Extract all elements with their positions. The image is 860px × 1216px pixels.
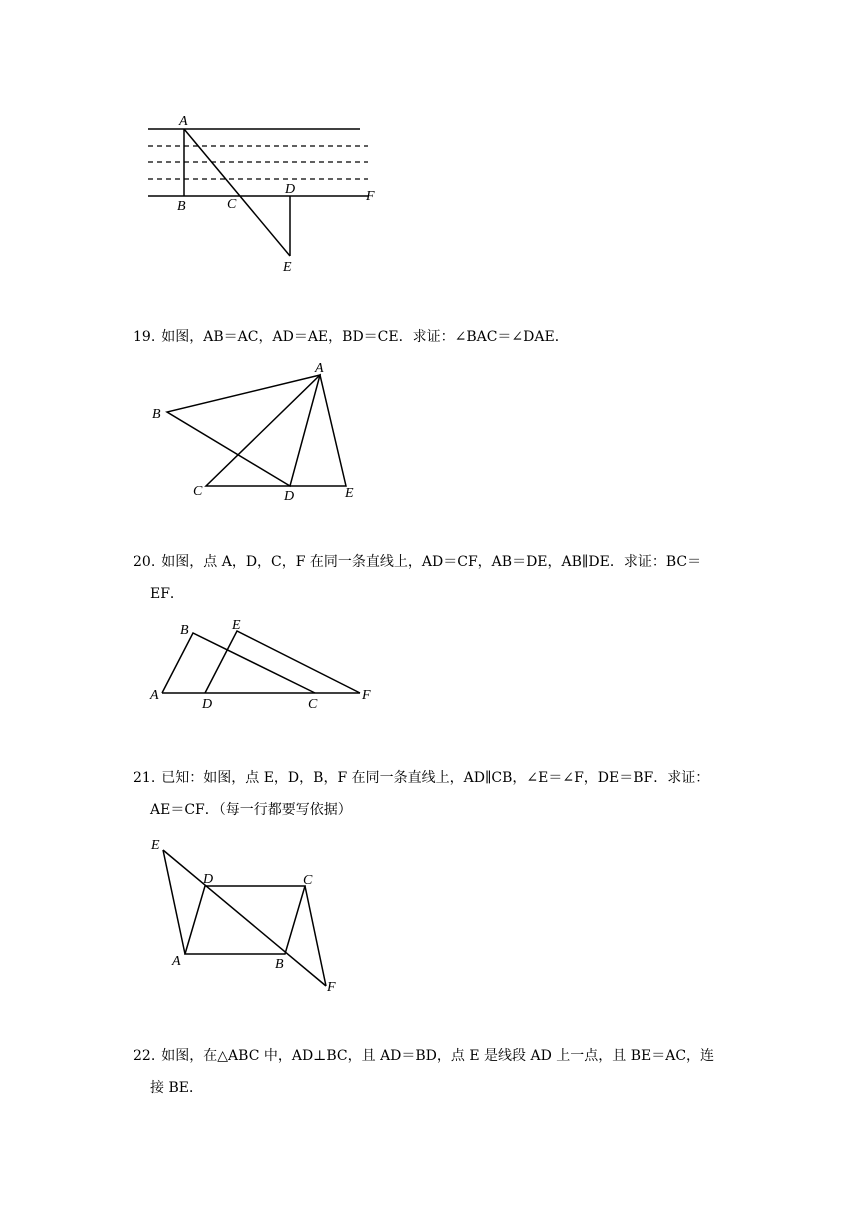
question-19-text: 如图，AB＝AC，AD＝AE，BD＝CE．求证：∠BAC＝∠DAE． <box>161 329 569 345</box>
question-20-continuation <box>150 584 184 604</box>
question-22-line2: 接 BE． <box>150 1080 203 1096</box>
label-f: F <box>366 189 375 204</box>
question-21-number: 21. <box>133 770 156 786</box>
triangle-def <box>205 631 360 693</box>
question-21-continuation <box>150 800 352 820</box>
label-d: D <box>284 489 295 504</box>
label-c: C <box>193 484 203 499</box>
label-f: F <box>362 688 371 703</box>
question-20-line2: EF． <box>150 586 184 602</box>
label-e: E <box>345 486 354 501</box>
label-c: C <box>303 873 313 888</box>
segment-ae <box>184 129 290 256</box>
label-b: B <box>275 957 284 972</box>
question-20-line1: 如图，点 A，D，C，F 在同一条直线上，AD＝CF，AB＝DE，AB∥DE．求证：BC＝ <box>161 554 702 570</box>
label-b: B <box>180 623 189 638</box>
figure-21-diagram <box>0 830 860 1000</box>
question-22-line1: 如图，在△ABC 中，AD⊥BC，且 AD＝BD，点 E 是线段 AD 上一点，且 BE＝AC，连 <box>161 1048 715 1064</box>
triangle-abc <box>162 633 315 693</box>
label-c: C <box>227 197 237 212</box>
label-d: D <box>203 872 214 887</box>
label-b: B <box>152 407 161 422</box>
question-22-number: 22. <box>133 1048 156 1064</box>
label-a: A <box>172 954 181 969</box>
question-22-continuation <box>150 1078 203 1098</box>
figure-20-diagram <box>0 612 860 717</box>
label-a: A <box>315 361 324 376</box>
label-e: E <box>232 618 241 633</box>
question-21-line2: AE＝CF．（每一行都要写依据） <box>150 802 352 818</box>
figure-19-diagram <box>0 355 860 510</box>
label-a: A <box>179 114 188 129</box>
label-d: D <box>202 697 213 712</box>
question-22 <box>133 1046 714 1066</box>
question-19-number: 19. <box>133 329 156 345</box>
label-f: F <box>327 980 336 995</box>
question-21 <box>133 768 709 788</box>
figure-18-diagram <box>0 0 860 290</box>
line-edbf <box>163 850 326 986</box>
label-e: E <box>151 838 160 853</box>
parallelogram-adcb <box>185 886 305 954</box>
label-a: A <box>150 688 159 703</box>
label-d: D <box>285 182 296 197</box>
label-c: C <box>308 697 318 712</box>
question-20-number: 20. <box>133 554 156 570</box>
triangle-abd <box>167 375 320 486</box>
label-b: B <box>177 199 186 214</box>
question-19 <box>133 327 569 347</box>
question-21-line1: 已知：如图，点 E，D，B，F 在同一条直线上，AD∥CB，∠E＝∠F，DE＝BF．求证： <box>161 770 710 786</box>
question-20 <box>133 552 701 572</box>
triangle-ace <box>206 375 346 486</box>
label-e: E <box>283 260 292 275</box>
